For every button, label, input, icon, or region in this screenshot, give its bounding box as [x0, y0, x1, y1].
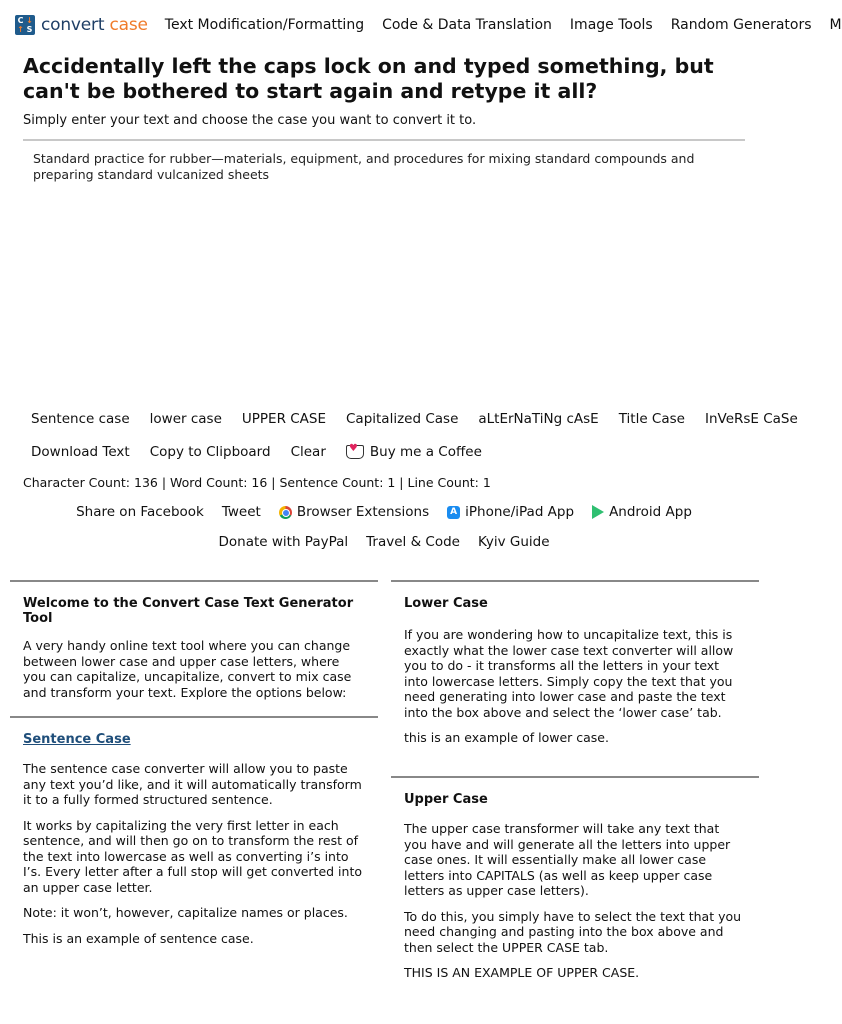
- tweet-link[interactable]: Tweet: [221, 504, 261, 520]
- lower-case-p1: If you are wondering how to uncapitalize text, this is exactly what the lower case text converter will allow you to do - it transforms all the letters in your text into lowercase letters. Simply copy the text that you need generating into lower case and paste the text into the box above and select the ‘lower case’ tab.: [404, 627, 734, 720]
- upper-case-button[interactable]: UPPER CASE: [241, 411, 326, 427]
- browser-extensions-label: Browser Extensions: [296, 504, 430, 520]
- buy-coffee-button[interactable]: [338, 440, 490, 464]
- chrome-icon: [279, 506, 292, 519]
- site-logo[interactable]: [15, 15, 148, 35]
- case-button-row: [23, 407, 810, 431]
- alternating-case-button[interactable]: aLtErNaTiNg cAsE: [478, 411, 599, 427]
- welcome-panel: [10, 580, 378, 716]
- sentence-case-p1: The sentence case converter will allow you to paste any text you’d like, and it will automatically transform it to a fully formed structured sentence.: [23, 761, 362, 807]
- download-text-button[interactable]: Download Text: [31, 444, 130, 460]
- sentence-case-title[interactable]: Sentence Case: [23, 732, 131, 747]
- text-counts: Character Count: 136 | Word Count: 16 | Sentence Count: 1 | Line Count: 1: [23, 475, 491, 490]
- support-link-row: [0, 534, 768, 550]
- ios-app-link[interactable]: [447, 504, 574, 520]
- travel-code-link[interactable]: Travel & Code: [366, 534, 460, 550]
- share-link-row: [0, 504, 768, 520]
- welcome-text: A very handy online text tool where you can change between lower case and upper case letters, where you can capitalize, uncapitalize, convert to mix case and transform your text. Explore the options below:: [23, 638, 352, 700]
- text-input-area[interactable]: [23, 139, 745, 397]
- lower-case-example: this is an example of lower case.: [404, 730, 609, 745]
- inverse-case-button[interactable]: InVeRsE CaSe: [704, 411, 798, 427]
- nav-more[interactable]: M: [829, 17, 842, 33]
- kyiv-guide-link[interactable]: Kyiv Guide: [477, 534, 550, 550]
- sentence-case-button[interactable]: Sentence case: [31, 411, 130, 427]
- nav-code-data-translation[interactable]: Code & Data Translation: [382, 17, 552, 33]
- capitalized-case-button[interactable]: Capitalized Case: [346, 411, 459, 427]
- share-facebook-link[interactable]: Share on Facebook: [76, 504, 204, 520]
- android-app-link[interactable]: [592, 504, 692, 520]
- sentence-case-panel: [10, 716, 378, 966]
- donate-paypal-link[interactable]: Donate with PayPal: [218, 534, 349, 550]
- coffee-cup-icon: [346, 445, 364, 459]
- upper-case-panel: [391, 776, 759, 1001]
- upper-case-title: Upper Case: [404, 792, 488, 807]
- copy-to-clipboard-button[interactable]: Copy to Clipboard: [149, 444, 271, 460]
- logo-text: convert case: [41, 15, 148, 35]
- nav-image-tools[interactable]: Image Tools: [569, 17, 653, 33]
- page-subtitle: Simply enter your text and choose the case you want to convert it to.: [23, 113, 477, 128]
- lower-case-title: Lower Case: [404, 596, 488, 611]
- ios-app-label: iPhone/iPad App: [465, 504, 575, 520]
- nav-random-generators[interactable]: Random Generators: [670, 17, 812, 33]
- browser-extensions-link[interactable]: [279, 504, 429, 520]
- clear-button[interactable]: Clear: [290, 444, 326, 460]
- welcome-title: Welcome to the Convert Case Text Generator Tool: [23, 596, 354, 626]
- page-headline: Accidentally left the caps lock on and typed something, but can't be bothered to start again and retype it all?: [23, 54, 714, 103]
- title-case-button[interactable]: Title Case: [618, 411, 685, 427]
- logo-icon: C ↓ ↑ S: [15, 15, 35, 35]
- app-store-icon: A: [447, 506, 460, 519]
- buy-coffee-label: Buy me a Coffee: [369, 444, 482, 460]
- left-column: [10, 580, 378, 966]
- lower-case-button[interactable]: lower case: [149, 411, 222, 427]
- sentence-case-p3: Note: it won’t, however, capitalize names or places.: [23, 905, 348, 920]
- top-nav: [0, 0, 842, 50]
- right-column: [391, 580, 759, 1001]
- sentence-case-example: This is an example of sentence case.: [23, 930, 254, 946]
- sentence-case-p2: It works by capitalizing the very first letter in each sentence, and will then go on to transform the rest of the text into lowercase as well as converting i’s into I’s. Every letter after a full stop will get converted into an upper case letter.: [23, 817, 363, 895]
- upper-case-p1: The upper case transformer will take any text that you have and will generate all the letters into upper case ones. It will essentially make all lower case letters into CAPITALS (as well as keep upper case letters as upper case letters).: [404, 821, 731, 898]
- action-button-row: [23, 440, 494, 464]
- lower-case-panel: [391, 580, 759, 776]
- upper-case-p2: To do this, you simply have to select the text that you need changing and pasting into the box above and then select the UPPER CASE tab.: [404, 908, 742, 955]
- upper-case-example: THIS IS AN EXAMPLE OF UPPER CASE.: [404, 965, 640, 980]
- google-play-icon: [592, 505, 604, 519]
- nav-text-modification[interactable]: Text Modification/Formatting: [164, 17, 365, 33]
- android-app-label: Android App: [609, 504, 692, 520]
